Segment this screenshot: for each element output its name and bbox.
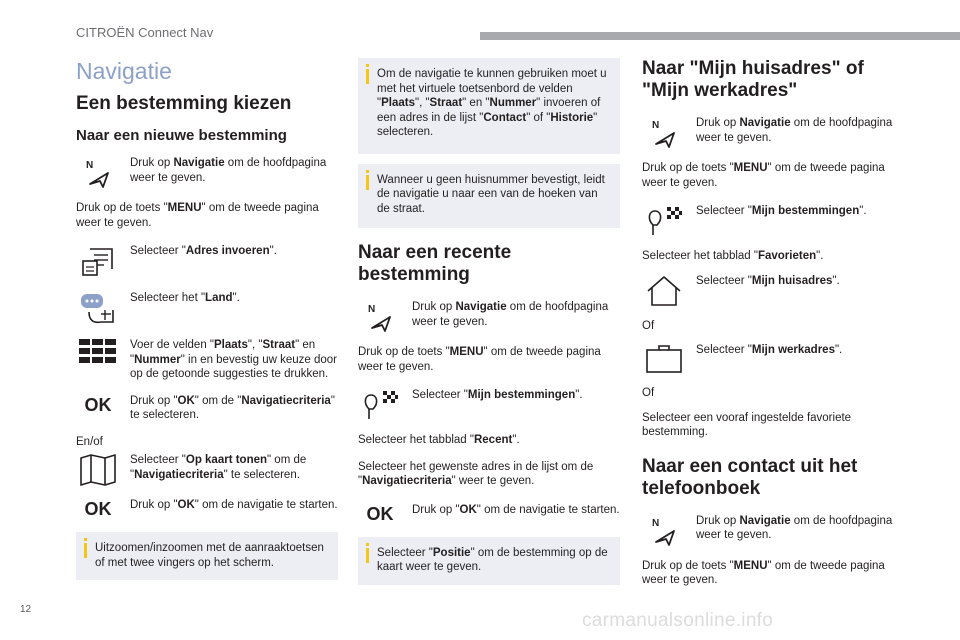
column-2	[358, 58, 620, 595]
info-box-house-number	[358, 164, 620, 229]
navigation-arrow-icon	[642, 116, 686, 149]
enter-address-icon	[76, 244, 120, 279]
step-text: Voer de velden "Plaats", "Straat" en "Nummer" in en bevestig uw keuze door op de getoonde suggesties te drukken.	[130, 339, 337, 380]
info-text: Wanneer u geen huisnummer bevestigt, leidt de navigatie u naar een van de hoeken van de straat.	[377, 173, 605, 215]
info-icon	[366, 548, 369, 563]
flag-pin-icon	[358, 388, 402, 421]
svg-text:N: N	[652, 517, 660, 529]
step-text: Druk op Navigatie om de hoofdpagina weer te geven.	[412, 301, 609, 328]
svg-text:N: N	[652, 120, 660, 131]
step-navigation	[642, 514, 908, 547]
section-title: Navigatie	[76, 58, 172, 84]
navigation-arrow-icon	[642, 514, 686, 547]
menu-instruction: Druk op de toets "MENU" om de tweede pagina weer te geven.	[642, 559, 885, 586]
of-text: Of	[642, 387, 655, 399]
heading-new-destination: Naar een nieuwe bestemming	[76, 127, 287, 144]
svg-text:N: N	[86, 160, 94, 171]
map-icon	[76, 453, 120, 486]
step-text: Druk op Navigatie om de hoofdpagina weer te geven.	[696, 514, 893, 541]
watermark: carmanualsonline.info	[582, 610, 774, 631]
ok-icon: OK	[366, 503, 394, 524]
address-instruction: Selecteer het gewenste adres in de lijst om de "Navigatiecriteria" weer te geven.	[358, 460, 594, 487]
step-text: Druk op "OK" om de navigatie te starten.	[130, 499, 338, 511]
step-country	[76, 291, 338, 326]
navigation-arrow-icon	[76, 156, 120, 189]
step-text: Selecteer "Mijn bestemmingen".	[412, 389, 583, 401]
favorite-instruction: Selecteer een vooraf ingestelde favoriete bestemming.	[642, 411, 852, 438]
step-text: Selecteer "Mijn bestemmingen".	[696, 205, 867, 217]
header-title: CITROËN Connect Nav	[76, 25, 214, 40]
menu-instruction: Druk op de toets "MENU" om de tweede pagina weer te geven.	[76, 202, 319, 229]
ok-icon: OK	[84, 499, 112, 519]
step-text: Druk op "OK" om de "Navigatiecriteria" te selecteren.	[130, 394, 335, 421]
step-text: Selecteer "Mijn werkadres".	[696, 344, 843, 356]
step-text: Selecteer "Mijn huisadres".	[696, 274, 840, 287]
country-icon	[76, 291, 120, 326]
menu-instruction: Druk op de toets "MENU" om de tweede pagina weer te geven.	[642, 162, 885, 189]
header-bar	[480, 32, 960, 40]
navigation-arrow-icon	[358, 300, 402, 333]
step-navigation	[358, 300, 620, 333]
column-3	[642, 58, 908, 602]
home-icon	[642, 274, 686, 307]
step-navigation	[642, 116, 908, 149]
step-text: Druk op Navigatie om de hoofdpagina weer te geven.	[696, 117, 893, 144]
tab-instruction: Selecteer het tabblad "Favorieten".	[642, 250, 824, 262]
of-text: Of	[642, 319, 655, 332]
info-text: Uitzoomen/inzoomen met de aanraaktoetsen of met twee vingers op het scherm.	[95, 542, 324, 569]
heading-choose-destination: Een bestemming kiezen	[76, 93, 292, 114]
page-number: 12	[20, 604, 32, 615]
step-my-destinations	[358, 388, 620, 421]
flag-pin-icon	[642, 204, 686, 237]
info-icon	[366, 175, 369, 190]
svg-text:N: N	[368, 304, 376, 315]
enof-text: En/of	[76, 435, 103, 448]
info-box-zoom	[76, 532, 338, 580]
step-home	[642, 274, 908, 307]
step-text: Selecteer "Op kaart tonen" om de "Navigatiecriteria" te selecteren.	[130, 454, 307, 481]
step-ok-criteria	[76, 394, 338, 423]
info-text: Selecteer "Positie" om de bestemming op de kaart weer te geven.	[377, 546, 608, 573]
step-navigation	[76, 156, 338, 189]
heading-recent-destination: Naar een recente bestemming	[358, 242, 512, 285]
step-my-destinations	[642, 204, 908, 237]
info-box-position	[358, 537, 620, 585]
step-enter-address	[76, 244, 338, 279]
info-icon	[366, 69, 369, 84]
heading-home-work: Naar "Mijn huisadres" of "Mijn werkadres"	[642, 58, 864, 101]
info-text: Om de navigatie te kunnen gebruiken moet u met het virtuele toetsenbord de velden "Plaats", "Straat" en "Nummer" invoeren of een adres in de lijst "Contact" of "Historie" selecteren.	[377, 68, 607, 138]
column-1	[76, 52, 338, 590]
step-text: Druk op Navigatie om de hoofdpagina weer te geven.	[130, 157, 327, 184]
info-box-keyboard	[358, 58, 620, 154]
heading-contact: Naar een contact uit het telefoonboek	[642, 455, 858, 499]
tab-instruction: Selecteer het tabblad "Recent".	[358, 434, 520, 446]
step-fields	[76, 338, 338, 382]
info-icon	[84, 543, 87, 558]
step-ok-start	[76, 498, 338, 520]
ok-icon: OK	[84, 394, 112, 415]
step-text: Selecteer "Adres invoeren".	[130, 245, 277, 257]
step-show-map	[76, 453, 338, 486]
step-work	[642, 343, 908, 374]
step-text: Selecteer het "Land".	[130, 292, 240, 304]
briefcase-icon	[642, 343, 686, 374]
step-ok-start	[358, 503, 620, 525]
step-text: Druk op "OK" om de navigatie te starten.	[412, 503, 620, 516]
menu-instruction: Druk op de toets "MENU" om de tweede pagina weer te geven.	[358, 346, 601, 373]
keyboard-icon	[76, 338, 120, 363]
